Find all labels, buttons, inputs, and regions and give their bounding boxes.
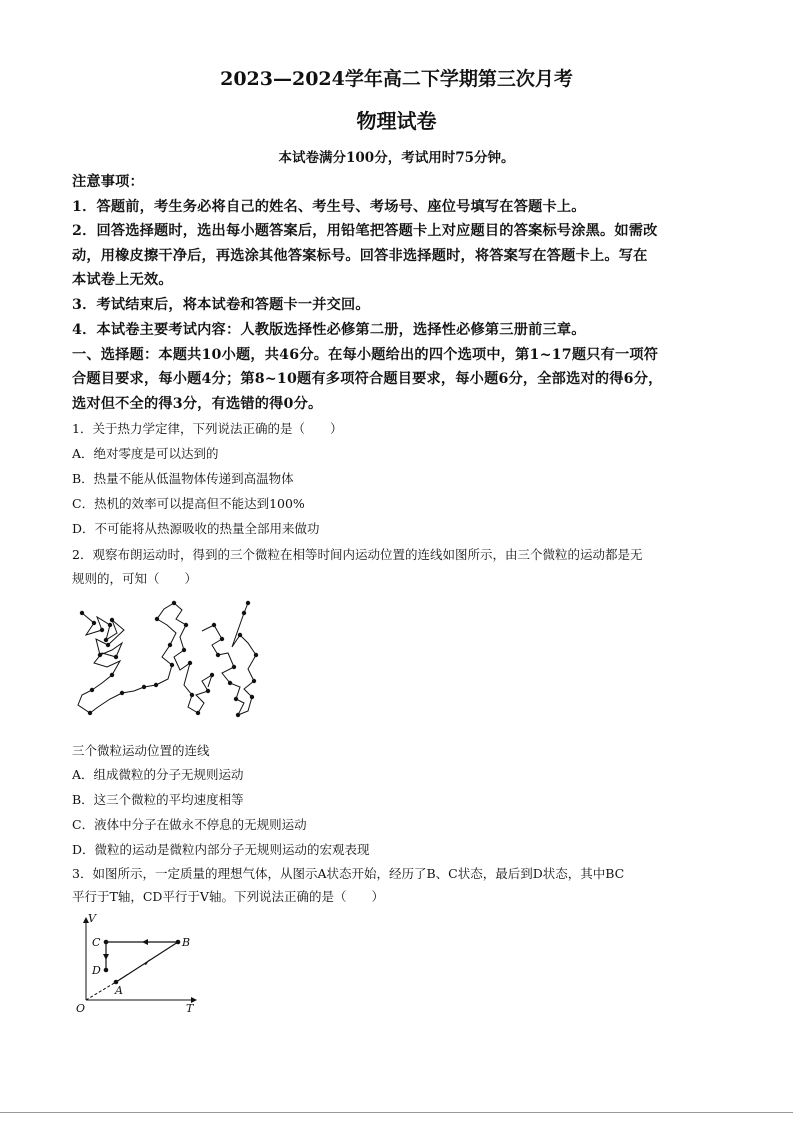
q1-stem: 1．关于热力学定律，下列说法正确的是（ ） [72,421,343,436]
notes-heading: 注意事项： [72,174,144,190]
section-instructions: 合题目要求，每小题4分；第8~10题有多项符合题目要求，每小题6分，全部选对的得6分， [72,371,663,387]
subject-title: 物理试卷 [356,109,437,133]
label-o: O [76,1002,86,1015]
q1-option-b: B．热量不能从低温物体传递到高温物体 [72,471,294,486]
q2-option-b: B．这三个微粒的平均速度相等 [72,792,244,807]
q2-option-d: D．微粒的运动是微粒内部分子无规则运动的宏观表现 [72,842,370,857]
exam-info: 本试卷满分100分，考试用时75分钟。 [278,150,515,166]
q1-option-c: C．热机的效率可以提高但不能达到100% [72,496,305,511]
q1-option-d: D．不可能将从热源吸收的热量全部用来做功 [72,521,320,536]
note-line: 1．答题前，考生务必将自己的姓名、考生号、考场号、座位号填写在答题卡上。 [72,199,586,215]
particle-path-2 [156,603,212,713]
note-line: 4．本试卷主要考试内容：人教版选择性必修第二册，选择性必修第三册前三章。 [72,322,586,338]
section-instructions: 选对但不全的得3分，有选错的得0分。 [72,396,323,412]
point-c [104,940,109,945]
particle-path-1 [78,613,156,713]
point-b [176,940,181,945]
label-d: D [92,964,101,977]
vt-graph [72,912,207,1017]
exam-title: 2023—2024学年高二下学期第三次月考 [220,68,573,90]
label-a: A [115,984,123,997]
section-instructions: 一、选择题：本题共10小题，共46分。在每小题给出的四个选项中，第1~17题只有一项符 [72,347,659,363]
note-line: 2．回答选择题时，选出每小题答案后，用铅笔把答题卡上对应题目的答案标号涂黑。如需改 [72,223,658,239]
arrow-ab [144,959,150,965]
label-c: C [92,936,101,949]
page-bottom-rule [0,1112,793,1113]
q3-stem-line: 3．如图所示，一定质量的理想气体，从图示A状态开始，经历了B、C状态，最后到D状态，其中BC [72,866,625,881]
note-line: 本试卷上无效。 [72,272,173,288]
q2-stem-line: 规则的，可知（ ） [72,571,198,586]
note-line: 动，用橡皮擦干净后，再选涂其他答案标号。回答非选择题时，将答案写在答题卡上。写在 [72,248,648,264]
q3-stem-line: 平行于T轴，CD平行于V轴。下列说法正确的是（ ） [72,889,384,904]
q2-option-c: C．液体中分子在做永不停息的无规则运动 [72,817,307,832]
q1-option-a: A．绝对零度是可以达到的 [72,446,219,461]
brownian-motion-figure [72,595,272,730]
q2-option-a: A．组成微粒的分子无规则运动 [72,767,244,782]
arrow-bc [142,939,148,945]
note-line: 3．考试结束后，将本试卷和答题卡一并交回。 [72,297,370,313]
label-t: T [186,1002,194,1015]
label-b: B [182,936,191,949]
q2-stem-line: 2．观察布朗运动时，得到的三个微粒在相等时间内运动位置的连线如图所示，由三个微粒的运动都是无 [72,547,643,562]
point-d [104,968,109,973]
arrow-cd [103,954,109,960]
extension-dashed-line [86,982,116,1000]
q2-figure-caption: 三个微粒运动位置的连线 [72,743,210,758]
particle-path-3 [202,603,256,715]
label-v: V [88,912,96,925]
